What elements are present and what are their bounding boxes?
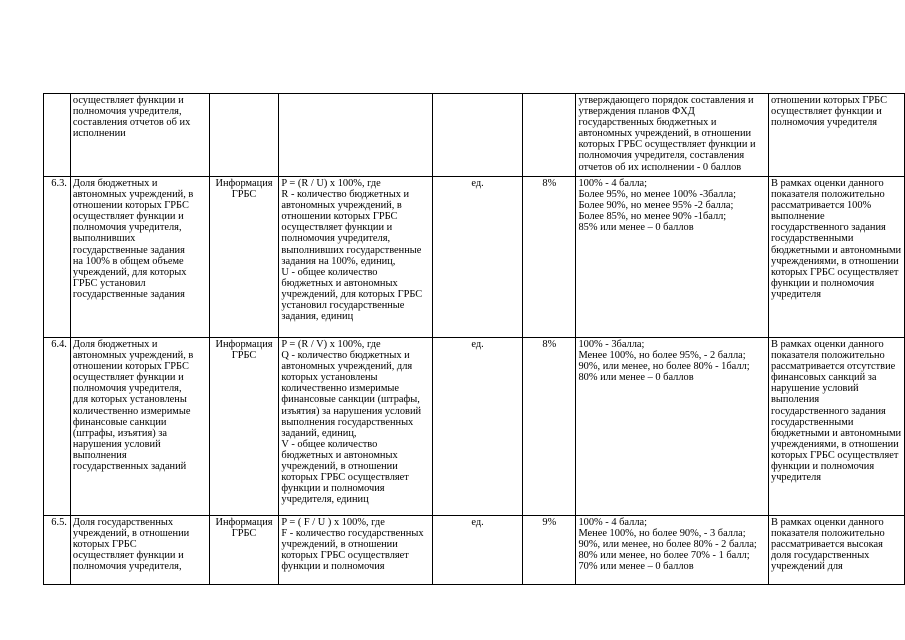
indicator-name-cell: Доля бюджетных и автономных учреждений, в отношении которых ГРБС осуществляет функции и полномочия учредителя, выполнивших государственные задания на 100% в общем объеме учреждений, для которых ГРБС установил государственные задания: [70, 177, 209, 338]
table-row: [44, 177, 905, 338]
data-source-cell: Информация ГРБС: [209, 177, 279, 338]
table-row: [44, 516, 905, 585]
formula-cell: P = (R / U) x 100%, где R - количество бюджетных и автономных учреждений, в отношении которых ГРБС осуществляет функции и полномочия учредителя, выполнивших государственные задания на 100%, единиц, U - общее количество бюджетных и автономных учреждений, для которых ГРБС установил государственные задания, единиц: [279, 177, 432, 338]
data-source-cell: [209, 94, 279, 177]
formula-cell: P = (R / V) x 100%, где Q - количество бюджетных и автономных учреждений, для которых установлены количественно измеримые финансовые санкции (штрафы, изъятия) за нарушения условий выполнения государственных заданий, единиц, V - общее количество бюджетных и автономных учреждений, в отношении которых ГРБС осуществляет функции и полномочия учредителя, единиц: [279, 338, 432, 516]
indicator-name-cell: осуществляет функции и полномочия учредителя, составления отчетов об их исполнении: [70, 94, 209, 177]
row-number-cell: [44, 94, 71, 177]
comment-cell: В рамках оценки данного показателя положительно рассматривается высокая доля государственных учреждений для: [769, 516, 905, 585]
scoring-scale-cell: 100% - 4 балла; Более 95%, но менее 100% -3балла; Более 90%, но менее 95% -2 балла; Более 85%, но менее 90% -1балл; 85% или менее – 0 баллов: [576, 177, 769, 338]
comment-cell: отношении которых ГРБС осуществляет функции и полномочия учредителя: [769, 94, 905, 177]
table-row: [44, 338, 905, 516]
formula-cell: [279, 94, 432, 177]
comment-cell: В рамках оценки данного показателя положительно рассматривается отсутствие финансовых санкций за нарушение условий выполения государственного задания государственными бюджетными и автономными учреждениями, в отношении которых ГРБС осуществляет функции и полномочия учредителя: [769, 338, 905, 516]
indicators-table: [43, 93, 905, 585]
weight-cell: 8%: [523, 177, 576, 338]
scoring-scale-cell: 100% - 3балла; Менее 100%, но более 95%, - 2 балла; 90%, или менее, но более 80% - 1балл; 80% или менее – 0 баллов: [576, 338, 769, 516]
row-number-cell: 6.3.: [44, 177, 71, 338]
row-number-cell: 6.4.: [44, 338, 71, 516]
indicator-name-cell: Доля государственных учреждений, в отношении которых ГРБС осуществляет функции и полномочия учредителя,: [70, 516, 209, 585]
row-number-cell: 6.5.: [44, 516, 71, 585]
scoring-scale-cell: утверждающего порядок составления и утверждения планов ФХД государственных бюджетных и автономных учреждений, в отношении которых ГРБС осуществляет функции и полномочия учредителя, составления отчетов об их исполнении - 0 баллов: [576, 94, 769, 177]
weight-cell: 9%: [523, 516, 576, 585]
unit-cell: [432, 94, 522, 177]
data-source-cell: Информация ГРБС: [209, 516, 279, 585]
table-row: [44, 94, 905, 177]
scoring-scale-cell: 100% - 4 балла; Менее 100%, но более 90%, - 3 балла; 90%, или менее, но более 80% - 2 балла; 80% или менее, но более 70% - 1 балл; 70% или менее – 0 баллов: [576, 516, 769, 585]
unit-cell: ед.: [432, 177, 522, 338]
indicator-name-cell: Доля бюджетных и автономных учреждений, в отношении которых ГРБС осуществляет функции и полномочия учредителя, для которых установлены количественно измеримые финансовые санкции (штрафы, изъятия) за нарушения условий выполнения государственных заданий: [70, 338, 209, 516]
weight-cell: 8%: [523, 338, 576, 516]
weight-cell: [523, 94, 576, 177]
unit-cell: ед.: [432, 338, 522, 516]
comment-cell: В рамках оценки данного показателя положительно рассматривается 100% выполнение государственного задания государственными бюджетными и автономными учреждениями, в отношении которых ГРБС осуществляет функции и полномочия учредителя: [769, 177, 905, 338]
unit-cell: ед.: [432, 516, 522, 585]
data-source-cell: Информация ГРБС: [209, 338, 279, 516]
formula-cell: P = ( F / U ) x 100%, где F - количество государственных учреждений, в отношении которых ГРБС осуществляет функции и полномочия: [279, 516, 432, 585]
